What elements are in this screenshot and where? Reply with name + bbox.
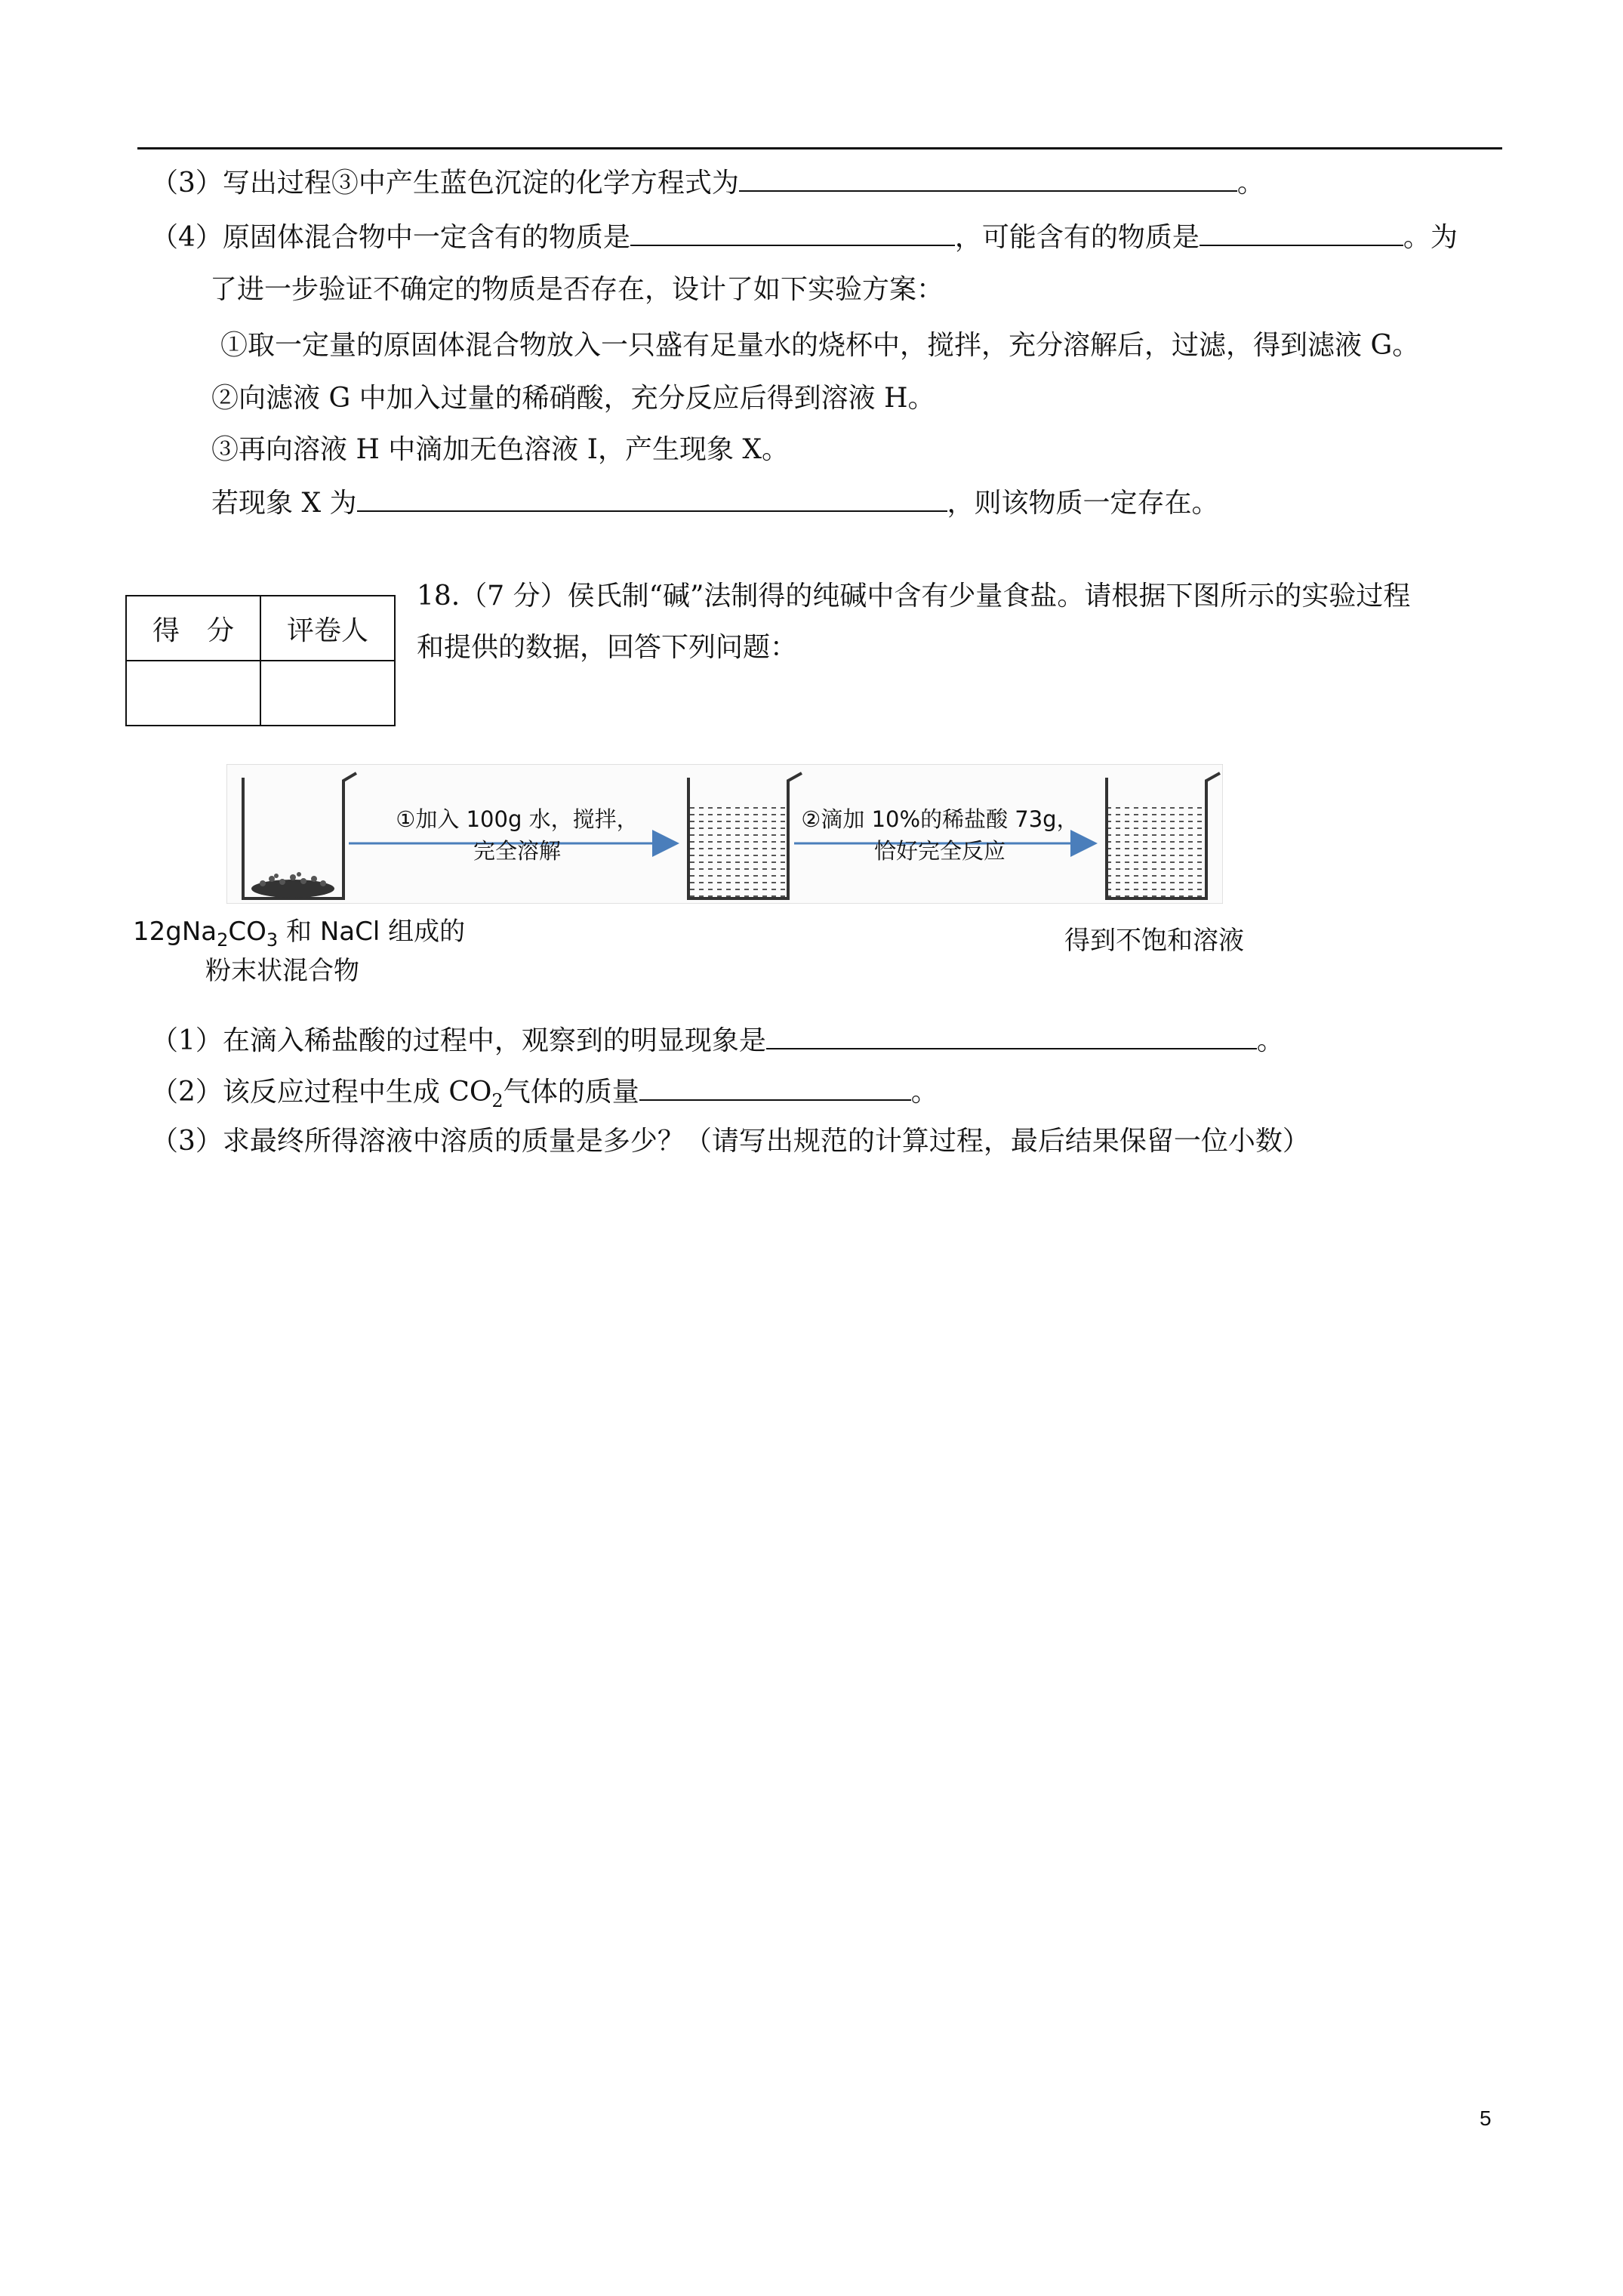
q18-question-1-end: 。 [1256, 1025, 1284, 1056]
question-4-text-b: ，可能含有的物质是 [954, 222, 1200, 253]
conclusion-line [211, 485, 1219, 520]
answer-blank-q3[interactable] [739, 165, 1237, 192]
score-table [125, 595, 396, 726]
answer-blank-q4-possible[interactable] [1200, 219, 1403, 246]
score-cell[interactable] [126, 661, 260, 726]
mixture-label-line-1 [133, 914, 465, 958]
score-header: 得 分 [126, 596, 260, 661]
step-2-label-line-2: 恰好完全反应 [873, 838, 1006, 864]
conclusion-text-b: ，则该物质一定存在。 [947, 488, 1219, 519]
q18-question-2 [151, 1074, 938, 1117]
question-4-text-a: （4）原固体混合物中一定含有的物质是 [151, 222, 630, 253]
question-3-text: （3）写出过程③中产生蓝色沉淀的化学方程式为 [151, 168, 739, 199]
experiment-step-3: ③再向溶液 H 中滴加无色溶液 I，产生现象 X。 [211, 434, 790, 465]
q18-question-2-text-a: （2）该反应过程中生成 CO [151, 1077, 492, 1108]
q18-question-2-text-b: 气体的质量 [503, 1077, 639, 1108]
step-1-label-line-2: 完全溶解 [473, 838, 561, 864]
mixture-formula-b: CO [228, 917, 266, 947]
header-rule [137, 147, 1502, 149]
step-2-label-line-1: ②滴加 10%的稀盐酸 73g， [801, 806, 1079, 832]
question-4-text-c: 。为 [1403, 222, 1458, 253]
page-number: 5 [1480, 2106, 1492, 2130]
experiment-step-1: ①取一定量的原固体混合物放入一只盛有足量水的烧杯中，搅拌，充分溶解后，过滤，得到滤液 G。 [220, 330, 1420, 361]
q18-question-1-text: （1）在滴入稀盐酸的过程中，观察到的明显现象是 [151, 1025, 766, 1056]
question-4-line [151, 219, 1458, 254]
question-4-line-2: 了进一步验证不确定的物质是否存在，设计了如下实验方案： [210, 274, 944, 305]
question-3-end: 。 [1236, 168, 1264, 199]
mixture-formula-c: 和 NaCl 组成的 [278, 917, 466, 947]
mixture-sub-1: 2 [217, 929, 229, 951]
conclusion-text-a: 若现象 X 为 [211, 488, 357, 519]
experiment-step-2: ②向滤液 G 中加入过量的稀硝酸，充分反应后得到溶液 H。 [211, 383, 935, 414]
question-3-line [151, 165, 1264, 200]
step-1-label [374, 803, 661, 867]
result-label: 得到不饱和溶液 [1064, 926, 1244, 956]
answer-blank-q18-1[interactable] [766, 1022, 1257, 1049]
question-18-line-2: 和提供的数据，回答下列问题： [417, 632, 798, 663]
answer-blank-q18-2[interactable] [639, 1074, 911, 1101]
question-18-line-1: 18.（7 分）侯氏制“碱”法制得的纯碱中含有少量食盐。请根据下图所示的实验过程 [417, 581, 1411, 612]
q18-question-2-end: 。 [910, 1077, 938, 1108]
q18-question-3: （3）求最终所得溶液中溶质的质量是多少？（请写出规范的计算过程，最后结果保留一位小数） [151, 1126, 1310, 1157]
mixture-sub-2: 3 [266, 929, 279, 951]
grader-header: 评卷人 [260, 596, 395, 661]
mixture-label-line-2: 粉末状混合物 [205, 956, 359, 986]
answer-blank-q4-certain[interactable] [630, 219, 955, 246]
step-2-label [789, 803, 1091, 867]
grader-cell[interactable] [260, 661, 395, 726]
co2-subscript: 2 [491, 1090, 504, 1111]
experiment-figure [226, 764, 1223, 904]
answer-blank-phenomenon-x[interactable] [357, 485, 947, 512]
step-1-label-line-1: ①加入 100g 水，搅拌， [396, 806, 639, 832]
q18-question-1 [151, 1022, 1284, 1058]
mixture-formula-a: 12gNa [133, 917, 217, 947]
